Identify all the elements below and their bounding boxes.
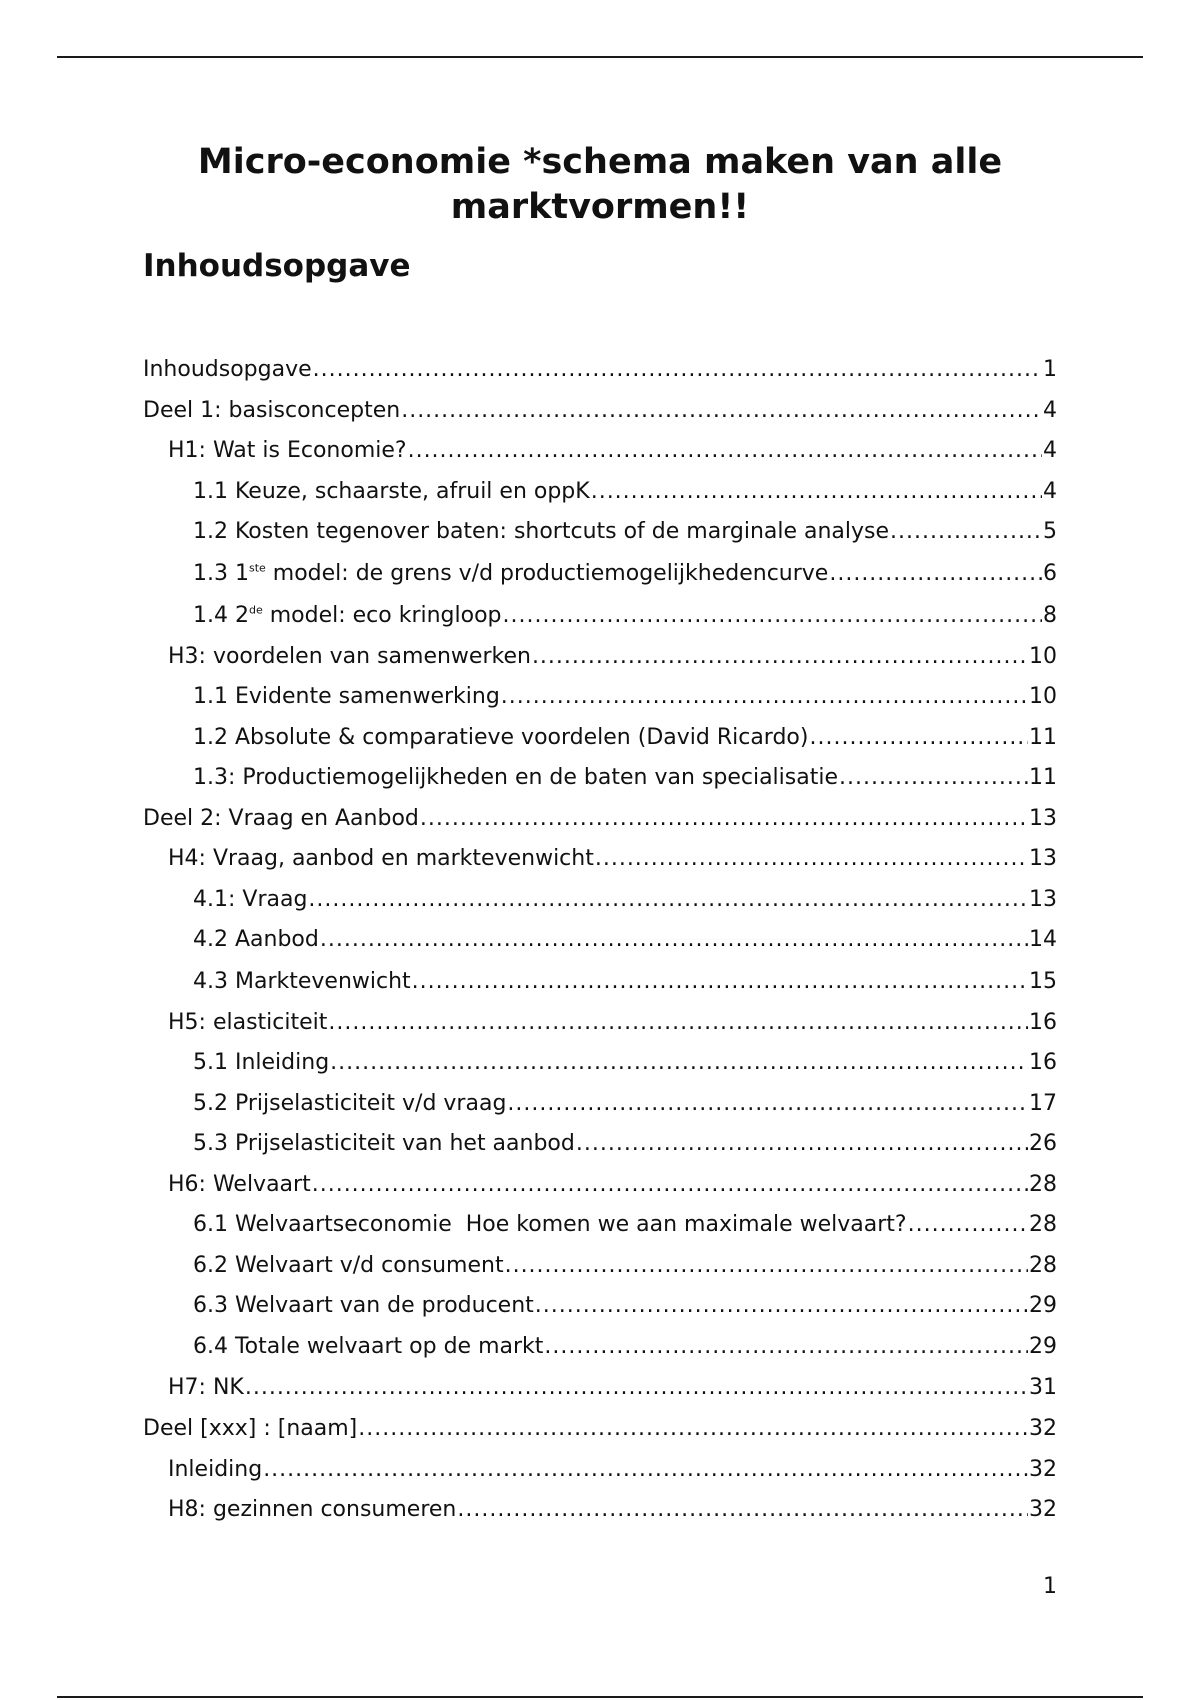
toc-entry[interactable] (143, 637, 1057, 678)
toc-entry-page: 4 (1043, 438, 1057, 463)
toc-entry[interactable] (143, 1124, 1057, 1165)
footer-rule (57, 1696, 1143, 1698)
toc-entry-page: 10 (1029, 643, 1057, 669)
toc-entry-page: 32 (1029, 1497, 1057, 1522)
toc-leader-dots (330, 1043, 1028, 1084)
toc-entry-page: 29 (1029, 1333, 1057, 1359)
toc-entry-title: 6.2 Welvaart v/d consument (193, 1252, 504, 1278)
toc-entry[interactable] (143, 1409, 1057, 1450)
toc-entry-title: H4: Vraag, aanbod en marktevenwicht (168, 846, 594, 871)
toc-entry[interactable] (143, 718, 1057, 759)
toc-entry[interactable] (143, 1490, 1057, 1531)
toc-entry[interactable] (143, 961, 1057, 1003)
toc-leader-dots (412, 961, 1028, 1003)
toc-leader-dots (503, 595, 1042, 637)
toc-entry-page: 1 (1043, 357, 1057, 382)
toc-entry-title: Inhoudsopgave (143, 357, 312, 382)
page-number: 1 (1043, 1574, 1057, 1599)
toc-entry-title: 1.2 Absolute & comparatieve voordelen (David Ricardo) (193, 724, 809, 750)
toc-leader-dots (535, 1286, 1028, 1327)
toc-entry-title: 1.2 Kosten tegenover baten: shortcuts of de marginale analyse (193, 519, 890, 544)
toc-entry-title-suffix: model: de grens v/d productiemogelijkhedencurve (265, 560, 829, 586)
toc-entry-title: 6.1 Welvaartseconomie Hoe komen we aan maximale welvaart? (193, 1212, 907, 1237)
toc-leader-dots (457, 1490, 1028, 1531)
toc-entry-page: 11 (1029, 724, 1057, 750)
toc-entry[interactable] (143, 1367, 1057, 1409)
toc-entry[interactable] (143, 350, 1057, 391)
toc-entry-title-prefix: 1.3 1 (193, 560, 249, 586)
toc-entry[interactable] (143, 472, 1057, 513)
toc-leader-dots (809, 718, 1028, 759)
toc-entry-title: Inleiding (168, 1456, 263, 1482)
toc-leader-dots (313, 350, 1042, 391)
ordinal-superscript: de (248, 603, 263, 617)
toc-entry-page: 31 (1029, 1375, 1057, 1400)
toc-entry-title (193, 595, 502, 637)
toc-entry[interactable] (143, 880, 1057, 921)
toc-leader-dots (312, 1165, 1028, 1206)
toc-entry-title: Deel [xxx] : [naam] (143, 1416, 358, 1441)
toc-entry-page: 15 (1029, 968, 1057, 994)
toc-leader-dots (320, 920, 1028, 961)
toc-entry-page: 13 (1029, 886, 1057, 912)
toc-entry-title: Deel 2: Vraag en Aanbod (143, 805, 419, 831)
toc-entry[interactable] (143, 920, 1057, 961)
toc-leader-dots (401, 391, 1042, 432)
toc-entry-title: 4.1: Vraag (193, 886, 308, 912)
toc-entry-page: 29 (1029, 1293, 1057, 1318)
toc-leader-dots (420, 799, 1028, 840)
toc-entry[interactable] (143, 839, 1057, 880)
toc-entry-page: 28 (1029, 1252, 1057, 1278)
toc-entry-title: 1.1 Evidente samenwerking (193, 684, 500, 709)
toc-entry-page: 11 (1029, 765, 1057, 790)
toc-entry[interactable] (143, 553, 1057, 595)
toc-entry-page: 16 (1029, 1050, 1057, 1075)
toc-entry-title: 6.4 Totale welvaart op de markt (193, 1333, 544, 1359)
table-of-contents (143, 350, 1057, 1531)
toc-entry[interactable] (143, 512, 1057, 553)
toc-entry[interactable] (143, 1205, 1057, 1246)
toc-leader-dots (358, 1409, 1028, 1450)
toc-leader-dots (908, 1205, 1028, 1246)
toc-entry[interactable] (143, 1327, 1057, 1368)
toc-entry-page: 16 (1029, 1009, 1057, 1035)
toc-entry-page: 13 (1029, 805, 1057, 831)
toc-entry[interactable] (143, 391, 1057, 432)
toc-entry[interactable] (143, 799, 1057, 840)
toc-entry[interactable] (143, 1043, 1057, 1084)
document-title: Micro-economie *schema maken van alle marktvormen!! (197, 142, 1003, 227)
toc-entry-title: H7: NK (168, 1375, 244, 1400)
toc-leader-dots (507, 1084, 1028, 1125)
toc-entry-title: H8: gezinnen consumeren (168, 1497, 457, 1522)
header-rule (57, 56, 1143, 58)
toc-entry-title: 1.1 Keuze, schaarste, afruil en oppK (193, 478, 590, 504)
toc-entry-title: 4.3 Marktevenwicht (193, 968, 411, 994)
toc-leader-dots (591, 472, 1042, 513)
toc-entry-page: 4 (1043, 397, 1057, 423)
toc-leader-dots (505, 1246, 1028, 1287)
toc-entry-title: 5.3 Prijselasticiteit van het aanbod (193, 1131, 575, 1156)
toc-entry-title: H6: Welvaart (168, 1171, 311, 1197)
toc-entry[interactable] (143, 1286, 1057, 1327)
toc-entry[interactable] (143, 758, 1057, 799)
toc-entry-page: 6 (1043, 560, 1057, 586)
toc-entry[interactable] (143, 431, 1057, 472)
toc-entry-page: 10 (1029, 684, 1057, 709)
toc-leader-dots (501, 677, 1028, 718)
toc-entry[interactable] (143, 1084, 1057, 1125)
toc-entry-title-suffix: model: eco kringloop (262, 602, 502, 628)
toc-entry-title: 5.2 Prijselasticiteit v/d vraag (193, 1090, 507, 1116)
toc-entry-page: 28 (1029, 1212, 1057, 1237)
toc-leader-dots (839, 758, 1028, 799)
toc-leader-dots (408, 431, 1042, 472)
toc-entry-title-prefix: 1.4 2 (193, 602, 249, 628)
toc-entry-page: 14 (1029, 927, 1057, 952)
toc-leader-dots (890, 512, 1042, 553)
toc-entry-page: 32 (1029, 1456, 1057, 1482)
toc-entry-title: Deel 1: basisconcepten (143, 397, 401, 423)
toc-entry[interactable] (143, 1450, 1057, 1491)
toc-leader-dots (829, 553, 1042, 595)
toc-entry-title: H3: voordelen van samenwerken (168, 643, 531, 669)
toc-entry[interactable] (143, 677, 1057, 718)
toc-leader-dots (245, 1367, 1028, 1409)
toc-leader-dots (544, 1327, 1028, 1368)
toc-entry[interactable] (143, 595, 1057, 637)
toc-entry-page: 5 (1043, 519, 1057, 544)
toc-entry[interactable] (143, 1246, 1057, 1287)
toc-entry-page: 8 (1043, 602, 1057, 628)
toc-leader-dots (263, 1450, 1028, 1491)
toc-entry-page: 13 (1029, 846, 1057, 871)
toc-entry-page: 28 (1029, 1171, 1057, 1197)
toc-leader-dots (576, 1124, 1028, 1165)
toc-leader-dots (328, 1003, 1028, 1044)
toc-entry-page: 4 (1043, 478, 1057, 504)
toc-entry-page: 26 (1029, 1131, 1057, 1156)
toc-entry-title: H5: elasticiteit (168, 1009, 328, 1035)
toc-leader-dots (595, 839, 1028, 880)
toc-entry-page: 17 (1029, 1090, 1057, 1116)
toc-leader-dots (532, 637, 1028, 678)
toc-entry[interactable] (143, 1165, 1057, 1206)
toc-entry-title: 5.1 Inleiding (193, 1050, 330, 1075)
toc-entry-title: 1.3: Productiemogelijkheden en de baten van specialisatie (193, 765, 838, 790)
ordinal-superscript: ste (248, 561, 266, 575)
toc-heading: Inhoudsopgave (143, 248, 411, 284)
toc-entry-title: 6.3 Welvaart van de producent (193, 1293, 534, 1318)
toc-entry[interactable] (143, 1003, 1057, 1044)
toc-entry-page: 32 (1029, 1416, 1057, 1441)
toc-entry-title: 4.2 Aanbod (193, 927, 319, 952)
toc-entry-title (193, 553, 828, 595)
toc-entry-title: H1: Wat is Economie? (168, 438, 407, 463)
toc-leader-dots (308, 880, 1028, 921)
